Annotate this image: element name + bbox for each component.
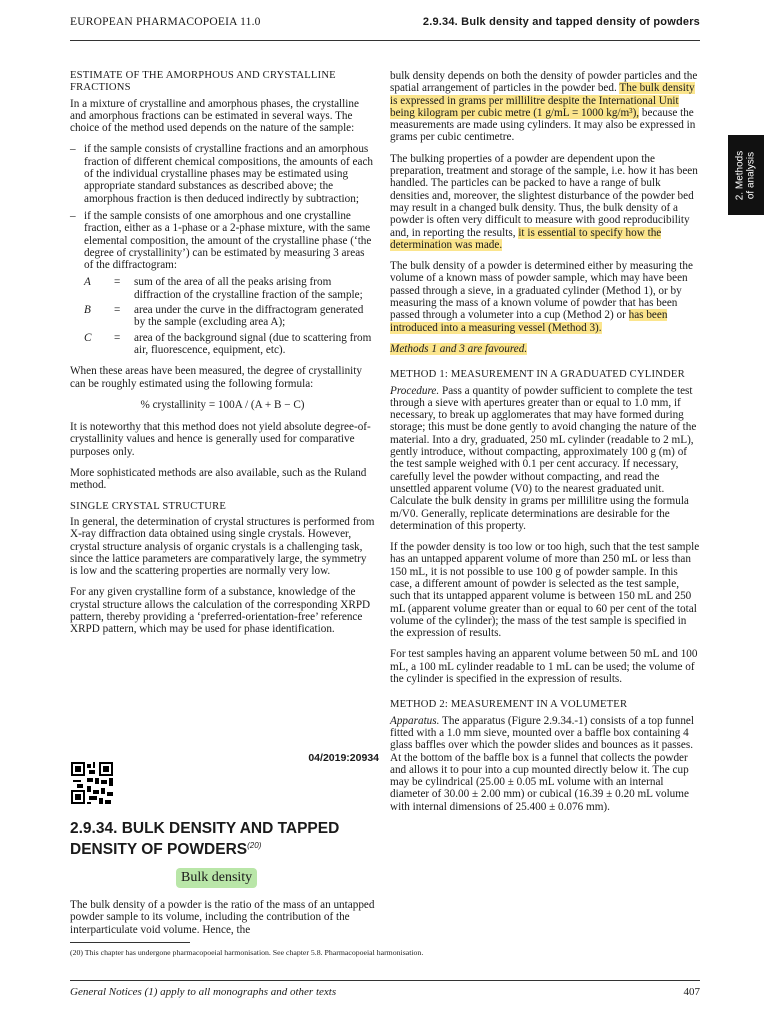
paragraph: More sophisticated methods are also available, such as the Ruland method. [70,467,367,492]
monograph-ref-id: 04/2019:20934 [308,752,379,764]
highlight: has been introduced into a measuring vessel (Method 3). [390,309,668,334]
paragraph: Procedure. Pass a quantity of powder sufficient to complete the test through a sieve with apertures greater than or equal to 1.0 mm, if necessary, to break up agglomerates that may have formed during storage; this must be done gently to avoid changing the nature of the material. Into a dry, graduated, 250 mL cylinder (readable to 2 mL), gently introduce, without compacting, approximately 100 g (m) of the test sample weighed with 0.1 per cent accuracy. If necessary, carefully level the powder without compacting, and read the unsettled apparent volume (V0) to the nearest graduated unit. Calculate the bulk density in grams per millilitre using the formula m/V0. Generally, replicate determinations are desirable for the determination of this property. [390,384,697,532]
paragraph: Apparatus. The apparatus (Figure 2.9.34.-1) consists of a top funnel fitted with a 1.0 mm sieve, mounted over a baffle box containing 4 glass baffles over which the powder slides and bounces as it passes. At the bottom of the baffle box is a funnel that collects the powder and allows it to pour into a cup mounted directly below it. The cup may be cylindrical (25.00 ± 0.05 mL volume with an internal diameter of 30.00 ± 2.00 mm) or cubical (16.39 ± 0.20 mL volume with internal dimensions of 25.400 ± 0.076 mm). [390,714,695,813]
paragraph: In general, the determination of crystal structures is performed from X-ray diffraction data obtained using single crystals. However, crystal structure analysis of organic crystals is a challenging task, since the lattice parameters are comparatively large, the symmetry is low and the scattering properties are normally very low. [70,515,375,578]
right-column [390,70,700,822]
left-column [70,70,375,645]
paragraph: When these areas have been measured, the degree of crystallinity can be roughly estimated using the following formula: [70,365,362,390]
header-rule [70,40,700,41]
running-header-left: EUROPEAN PHARMACOPOEIA 11.0 [70,16,261,28]
paragraph: The bulk density of a powder is the ratio of the mass of an untapped powder sample to its volume, including the contribution of the interparticulate void volume. Hence, the [70,899,375,936]
highlight: it is essential to specify how the determination was made. [390,226,662,251]
section-heading: SINGLE CRYSTAL STRUCTURE [70,500,227,512]
paragraph: If the powder density is too low or too high, such that the test sample has an untapped apparent volume of more than 250 mL or less than 150 mL, it is not possible to use 100 g of powder sample. In this case, a different amount of powder is selected as the test sample, such that its untapped apparent volume is between 150 mL and 250 mL (apparent volume greater than or equal to 60 per cent of the total volume of the cylinder); the mass of the test sample is specified in the expression of results. [390,541,700,640]
list-item: – if the sample consists of crystalline fractions and an amorphous fraction of different chemical compositions, the amounts of each of the individual crystalline phases may be estimated using appropriate standard substances as described above; the amorphous fraction is then deduced indirectly by subtraction; [70,143,374,205]
list-item: – if the sample consists of one amorphous and one crystalline fraction, either as a 1-phase or a 2-phase mixture, with the same elemental composition, the amount of the crystalline phase (‘the degree of crystallinity’) can be estimated by measuring 3 areas of the diffractogram: [70,209,372,272]
paragraph: In a mixture of crystalline and amorphous phases, the crystalline and amorphous fractions can be estimated in several ways. The choice of the method used depends on the nature of the sample: [70,97,359,135]
formula: % crystallinity = 100A / (A + B − C) [140,398,305,411]
section-heading: METHOD 1: MEASUREMENT IN A GRADUATED CYLINDER [390,369,685,381]
footer-note: General Notices (1) apply to all monographs and other texts [70,986,337,998]
footnote-rule [70,942,190,943]
paragraph [390,343,700,355]
highlight: Methods 1 and 3 are favoured. [390,342,528,355]
paragraph: bulk density depends on both the density of powder particles and the spatial arrangement of particles in the powder bed. The bulk density is expressed in grams per millilitre despite the International Unit being kilogram per cubic metre (1 g/mL = 1000 kg/m³), because the measurements are made using cylinders. It may also be expressed in grams per cubic centimetre. [390,70,698,144]
chapter-title: 2.9.34. BULK DENSITY AND TAPPED DENSITY OF POWDERS$^{(20)}$ [70,820,340,859]
section-tab-line1: 2. Methods [734,150,746,201]
qr-code-icon[interactable] [70,762,114,804]
paragraph: It is noteworthy that this method does not yield absolute degree-of-crystallinity values and hence is generally used for comparative purposes only. [70,421,371,458]
definition-list [84,276,375,356]
paragraph: For any given crystalline form of a substance, knowledge of the crystal structure allows the calculation of the corresponding XRPD pattern, thereby providing a ‘preferred-orientation-free’ reference XRPD pattern, which may be used for phase identification. [70,586,371,636]
footnote: (20) This chapter has undergone pharmacopoeial harmonisation. See chapter 5.8. Pharmacopoeial harmonisation. [70,948,424,957]
footer-rule [70,980,700,981]
highlight: The bulk density is expressed in grams per millilitre despite the International Unit being kilogram per cubic metre (1 g/mL = 1000 kg/m³), [390,82,695,119]
section-tab [728,135,764,215]
section-heading: ESTIMATE OF THE AMORPHOUS AND CRYSTALLINE FRACTIONS [70,70,336,94]
page-number: 407 [683,986,700,998]
definition-a: A = sum of the area of all the peaks arising from diffraction of the crystalline fraction of the sample; [84,276,363,301]
paragraph: The bulk density of a powder is determined either by measuring the volume of a known mass of powder sample, which may have been passed through a sieve, in a graduated cylinder (Method 1), or by measuring the mass of a known volume of powder that has been passed through a volumeter into a cup (Method 2) or has been introduced into a measuring vessel (Method 3). [390,260,693,334]
definition-b: B = area under the curve in the diffractogram generated by the sample (excluding area A); [84,304,364,329]
section-tab-line2: of analysis [745,151,756,200]
paragraph: For test samples having an apparent volume between 50 mL and 100 mL, a 100 mL cylinder readable to 1 mL can be used; the volume of the cylinder is specified in the expression of results. [390,648,698,686]
paragraph: The bulking properties of a powder are dependent upon the preparation, treatment and storage of the sample, i.e. how it has been handled. The particles can be packed to have a range of bulk densities and, moreover, the slightest disturbance of the powder bed may result in a changed bulk density. Thus, the bulk density of a powder is often very difficult to measure with good reproducibility and, in reporting the results, it is essential to specify how the determination was made. [390,152,698,251]
running-header-right: 2.9.34. Bulk density and tapped density of powders [422,16,700,28]
definition-c: C = area of the background signal (due to scattering from air, fluorescence, equipment, etc). [84,331,372,356]
section-heading: METHOD 2: MEASUREMENT IN A VOLUMETER [390,699,628,711]
subheading-badge: Bulk density [176,868,257,888]
